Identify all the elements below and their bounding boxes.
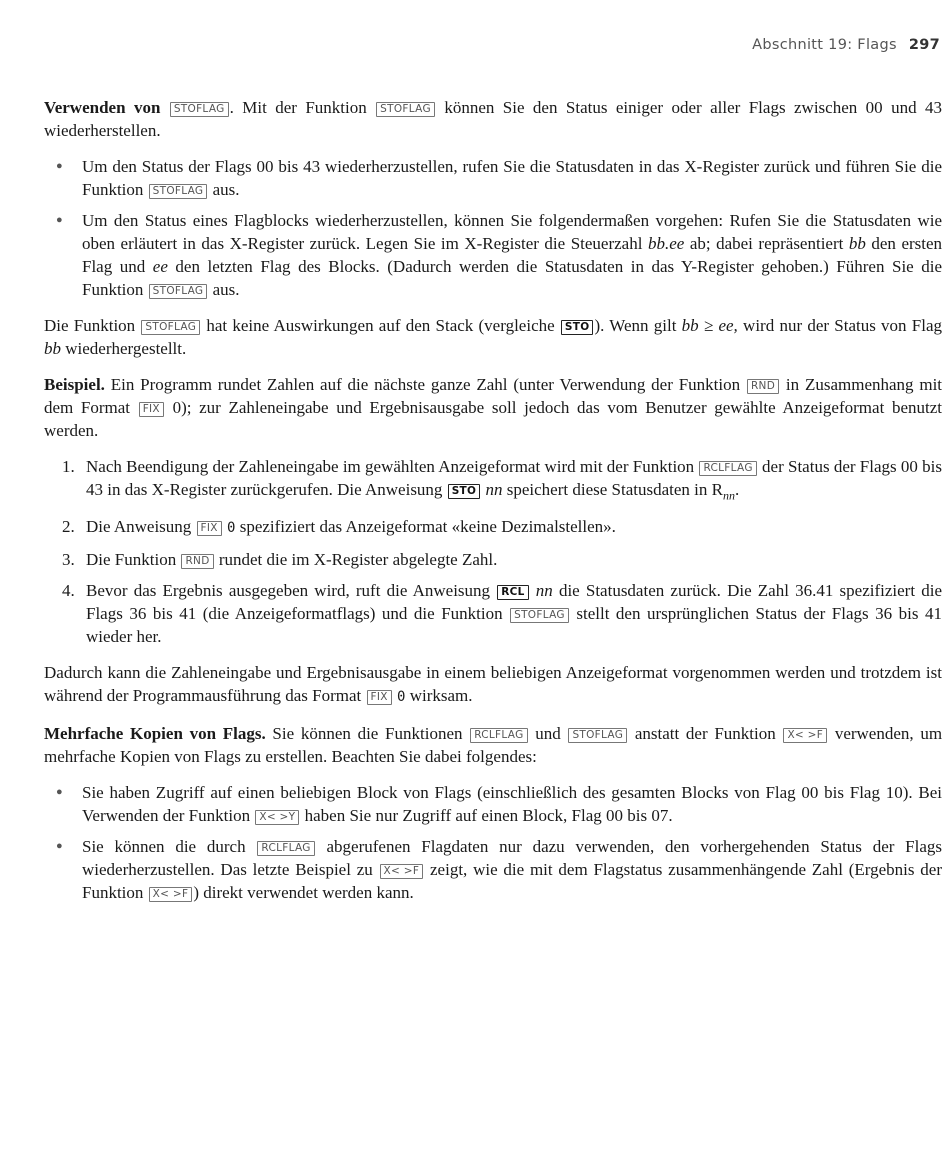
text: die Statusdaten zurück. Die Zahl 36.41 spezifiziert die Flags 36 bis 41 (die Anzeigeformatflags) und die Funktion xyxy=(86,581,942,624)
list-item xyxy=(44,209,942,301)
step-number: 2. xyxy=(62,517,75,537)
subscript: nn xyxy=(722,488,735,503)
key-x-exchange-y: X< >Y xyxy=(255,810,299,825)
key-x-exchange-f: X< >F xyxy=(380,864,424,879)
step-number: 4. xyxy=(62,581,75,601)
text: können Sie den Status einiger oder aller Flags zwischen 00 und 43 wiederherstellen. xyxy=(44,98,943,140)
text: spezifiziert das Anzeigeformat «keine Dezimalstellen». xyxy=(239,517,616,537)
text: rundet die im X-Register abgelegte Zahl. xyxy=(218,550,498,570)
text: aus. xyxy=(212,280,240,299)
italic-text: bb ≥ ee, xyxy=(681,316,738,335)
text: abgerufenen Flagdaten nur dazu verwenden, den vorhergehenden Status der Flags wiederherzustellen. Das letzte Beispiel zu xyxy=(82,837,943,880)
key-fix: FIX xyxy=(367,690,392,705)
list-item xyxy=(44,548,942,571)
text: Sie können die durch xyxy=(82,837,246,857)
text: zeigt, wie die mit dem Flagstatus zusammenhängende Zahl (Ergebnis der Funktion xyxy=(82,860,942,903)
section-title: Abschnitt 19: Flags xyxy=(752,37,897,53)
italic-text: bb xyxy=(44,339,61,358)
list-item xyxy=(44,515,942,540)
text: Die Funktion xyxy=(86,550,177,570)
key-rclflag: RCLFLAG xyxy=(257,841,314,856)
text: wirksam. xyxy=(409,686,473,706)
text: anstatt der Funktion xyxy=(634,724,776,744)
paragraph-copies xyxy=(44,722,942,768)
text: Sie haben Zugriff auf einen beliebigen Block von Flags (einschließlich des gesamten Blocks von Flag 00 bis Flag 10). Bei Verwenden der Funktion xyxy=(82,783,942,826)
bullet-list-restore xyxy=(44,155,942,301)
italic-text: ee xyxy=(152,257,168,276)
text: Ein Programm rundet Zahlen auf die nächste ganze Zahl (unter Verwendung der Funktion xyxy=(110,375,741,394)
key-x-exchange-f: X< >F xyxy=(149,887,193,902)
text: Um den Status der Flags 00 bis 43 wiederherzustellen, rufen Sie die Statusdaten in das X-Register zurück und führen Sie die Funktion xyxy=(82,157,942,199)
text: in Zusammenhang mit dem Format xyxy=(44,375,943,417)
step-number: 1. xyxy=(62,457,75,476)
text: haben Sie nur Zugriff auf einen Block, Flag 00 bis 07. xyxy=(304,806,673,826)
page-number: 297 xyxy=(908,37,940,53)
text: aus. xyxy=(212,180,240,199)
text: hat keine Auswirkungen auf den Stack (vergleiche xyxy=(206,316,555,335)
list-item xyxy=(44,579,942,648)
list-item xyxy=(44,781,942,827)
text: . Mit der Funktion xyxy=(229,98,367,117)
page-body xyxy=(44,96,942,917)
italic-text: nn xyxy=(485,480,503,499)
text: verwenden, um mehrfache Kopien von Flags zu erstellen. Beachten Sie dabei folgendes: xyxy=(44,724,943,767)
key-stoflag: STOFLAG xyxy=(141,320,200,335)
text: und xyxy=(535,724,561,744)
page-header xyxy=(752,37,940,53)
step-number: 3. xyxy=(62,550,75,570)
key-sto: STO xyxy=(561,320,594,335)
key-rnd: RND xyxy=(747,379,779,394)
text: Die Anweisung xyxy=(86,517,192,537)
text: Die Funktion xyxy=(44,316,136,335)
bold-lead: Beispiel. xyxy=(44,375,105,394)
text: ). Wenn gilt xyxy=(594,316,677,335)
bold-lead: Verwenden von xyxy=(44,98,161,117)
paragraph-result xyxy=(44,661,942,709)
list-item xyxy=(44,455,942,507)
key-stoflag: STOFLAG xyxy=(568,728,627,743)
bold-lead: Mehrfache Kopien von Flags. xyxy=(44,724,266,744)
key-x-exchange-f: X< >F xyxy=(783,728,827,743)
text: Bevor das Ergebnis ausgegeben wird, ruft die Anweisung xyxy=(86,581,491,601)
key-stoflag: STOFLAG xyxy=(376,102,435,117)
text: Um den Status eines Flagblocks wiederherzustellen, können Sie folgendermaßen vorgehen: Rufen Sie die Statusdaten wie oben erläutert in das X-Register zurück. Legen Sie im X-Register die Steuerzahl xyxy=(82,211,942,253)
paragraph-stack xyxy=(44,314,942,360)
text: ab; dabei repräsentiert xyxy=(689,234,844,253)
list-item xyxy=(44,155,942,201)
text: wiederhergestellt. xyxy=(65,339,187,358)
key-rclflag: RCLFLAG xyxy=(470,728,527,743)
text: Dadurch kann die Zahleneingabe und Ergebnisausgabe in einem beliebigen Anzeigeformat vorgenommen werden und trotzdem ist während der Programmausführung das Format xyxy=(44,663,942,706)
text: wird nur der Status von Flag xyxy=(743,316,943,335)
key-rcl: RCL xyxy=(497,585,528,600)
key-stoflag: STOFLAG xyxy=(149,284,208,299)
bullet-list-copies xyxy=(44,781,942,904)
key-stoflag: STOFLAG xyxy=(510,608,569,623)
text: stellt den ursprünglichen Status der Flags 36 bis 41 wieder her. xyxy=(86,604,942,647)
key-fix: FIX xyxy=(197,521,222,536)
text: Nach Beendigung der Zahleneingabe im gewählten Anzeigeformat wird mit der Funktion xyxy=(86,457,695,476)
text: 0); zur Zahleneingabe und Ergebnisausgabe soll jedoch das vom Benutzer gewählte Anzeigeformat benutzt werden. xyxy=(44,398,942,440)
paragraph-stoflag-intro xyxy=(44,96,942,142)
italic-text: bb xyxy=(848,234,866,253)
text: . xyxy=(734,480,740,499)
key-rclflag: RCLFLAG xyxy=(699,461,756,476)
text: den letzten Flag des Blocks. (Dadurch werden die Statusdaten in das Y-Register gehoben.) Führen Sie die Funktion xyxy=(82,257,943,299)
italic-text: bb.ee xyxy=(647,234,685,253)
mono-text: 0 xyxy=(227,520,236,537)
paragraph-example xyxy=(44,373,942,442)
mono-text: 0 xyxy=(397,689,406,706)
key-rnd: RND xyxy=(181,554,213,569)
key-stoflag: STOFLAG xyxy=(170,102,229,117)
text: den ersten Flag und xyxy=(82,234,943,276)
text: der Status der Flags 00 bis 43 in das X-Register zurückgerufen. Die Anweisung xyxy=(86,457,942,499)
numbered-steps xyxy=(44,455,942,648)
text: speichert diese Statusdaten in R xyxy=(506,480,723,499)
key-stoflag: STOFLAG xyxy=(149,184,208,199)
list-item xyxy=(44,835,942,904)
key-sto: STO xyxy=(448,484,481,499)
key-fix: FIX xyxy=(139,402,164,417)
text: Sie können die Funktionen xyxy=(272,724,463,744)
text: ) direkt verwendet werden kann. xyxy=(193,883,414,903)
italic-text: nn xyxy=(535,581,553,601)
